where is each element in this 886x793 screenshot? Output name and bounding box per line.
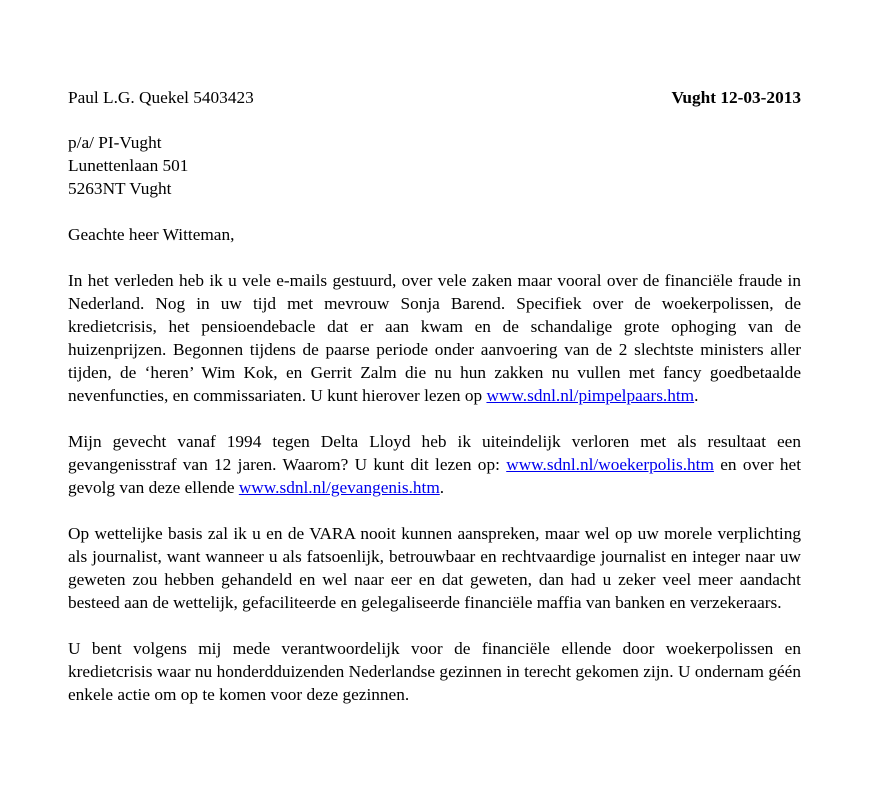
link-pimpelpaars[interactable]: www.sdnl.nl/pimpelpaars.htm	[486, 386, 695, 405]
link-woekerpolis[interactable]: www.sdnl.nl/woekerpolis.htm	[506, 455, 714, 474]
paragraph-4	[68, 637, 801, 706]
paragraph-2	[68, 430, 801, 499]
paragraph-1	[68, 269, 801, 407]
paragraph-1-text: In het verleden heb ik u vele e-mails gestuurd, over vele zaken maar vooral over de financiële fraude in Nederland. Nog in uw tijd met mevrouw Sonja Barend. Specifiek over de woekerpolissen, de kredietcrisis, het pensioendebacle dat er aan kwam en de schandalige grote ophoging van de huizenprijzen. Begonnen tijdens de paarse periode onder aanvoering van de 2 slechtste ministers aller tijden, de ‘heren’ Wim Kok, en Gerrit Zalm die nu hun zakken nu vullen met fancy goedbetaalde nevenfuncties, en commissariaten. U kunt hierover lezen op	[68, 271, 801, 405]
paragraph-2-middle: en over het gevolg van deze ellende	[68, 455, 802, 497]
address-line-3: 5263NT Vught	[68, 179, 172, 198]
letter-page	[68, 86, 801, 729]
letter-header	[68, 86, 801, 109]
recipient-address	[68, 131, 801, 200]
salutation: Geachte heer Witteman,	[68, 225, 235, 244]
address-line-1: p/a/ PI-Vught	[68, 133, 162, 152]
link-gevangenis[interactable]: www.sdnl.nl/gevangenis.htm	[238, 478, 440, 497]
paragraph-1-end: .	[694, 386, 699, 405]
paragraph-4-text: U bent volgens mij mede verantwoordelijk voor de financiële ellende door woekerpolissen en kredietcrisis waar nu honderdduizenden Nederlandse gezinnen in terecht gekomen zijn. U ondernam géén enkele actie om op te komen voor deze gezinnen.	[68, 639, 801, 704]
address-line-2: Lunettenlaan 501	[68, 156, 189, 175]
place-date: Vught 12-03-2013	[671, 88, 801, 107]
paragraph-3-text: Op wettelijke basis zal ik u en de VARA nooit kunnen aanspreken, maar wel op uw morele verplichting als journalist, want wanneer u als fatsoenlijk, betrouwbaar en rechtvaardige journalist en integer naar uw geweten zou hebben gehandeld en wel naar eer en dat geweten, dan had u zeker veel meer aandacht besteed aan de wettelijk, gefaciliteerde en gelegaliseerde financiële maffia van banken en verzekeraars.	[68, 524, 801, 612]
paragraph-3	[68, 522, 801, 614]
paragraph-2-text: Mijn gevecht vanaf 1994 tegen Delta Lloyd heb ik uiteindelijk verloren met als resultaat een gevangenisstraf van 12 jaren. Waarom? U kunt dit lezen op:	[68, 432, 801, 474]
paragraph-2-end: .	[439, 478, 445, 497]
sender-line: Paul L.G. Quekel 5403423	[68, 88, 254, 107]
